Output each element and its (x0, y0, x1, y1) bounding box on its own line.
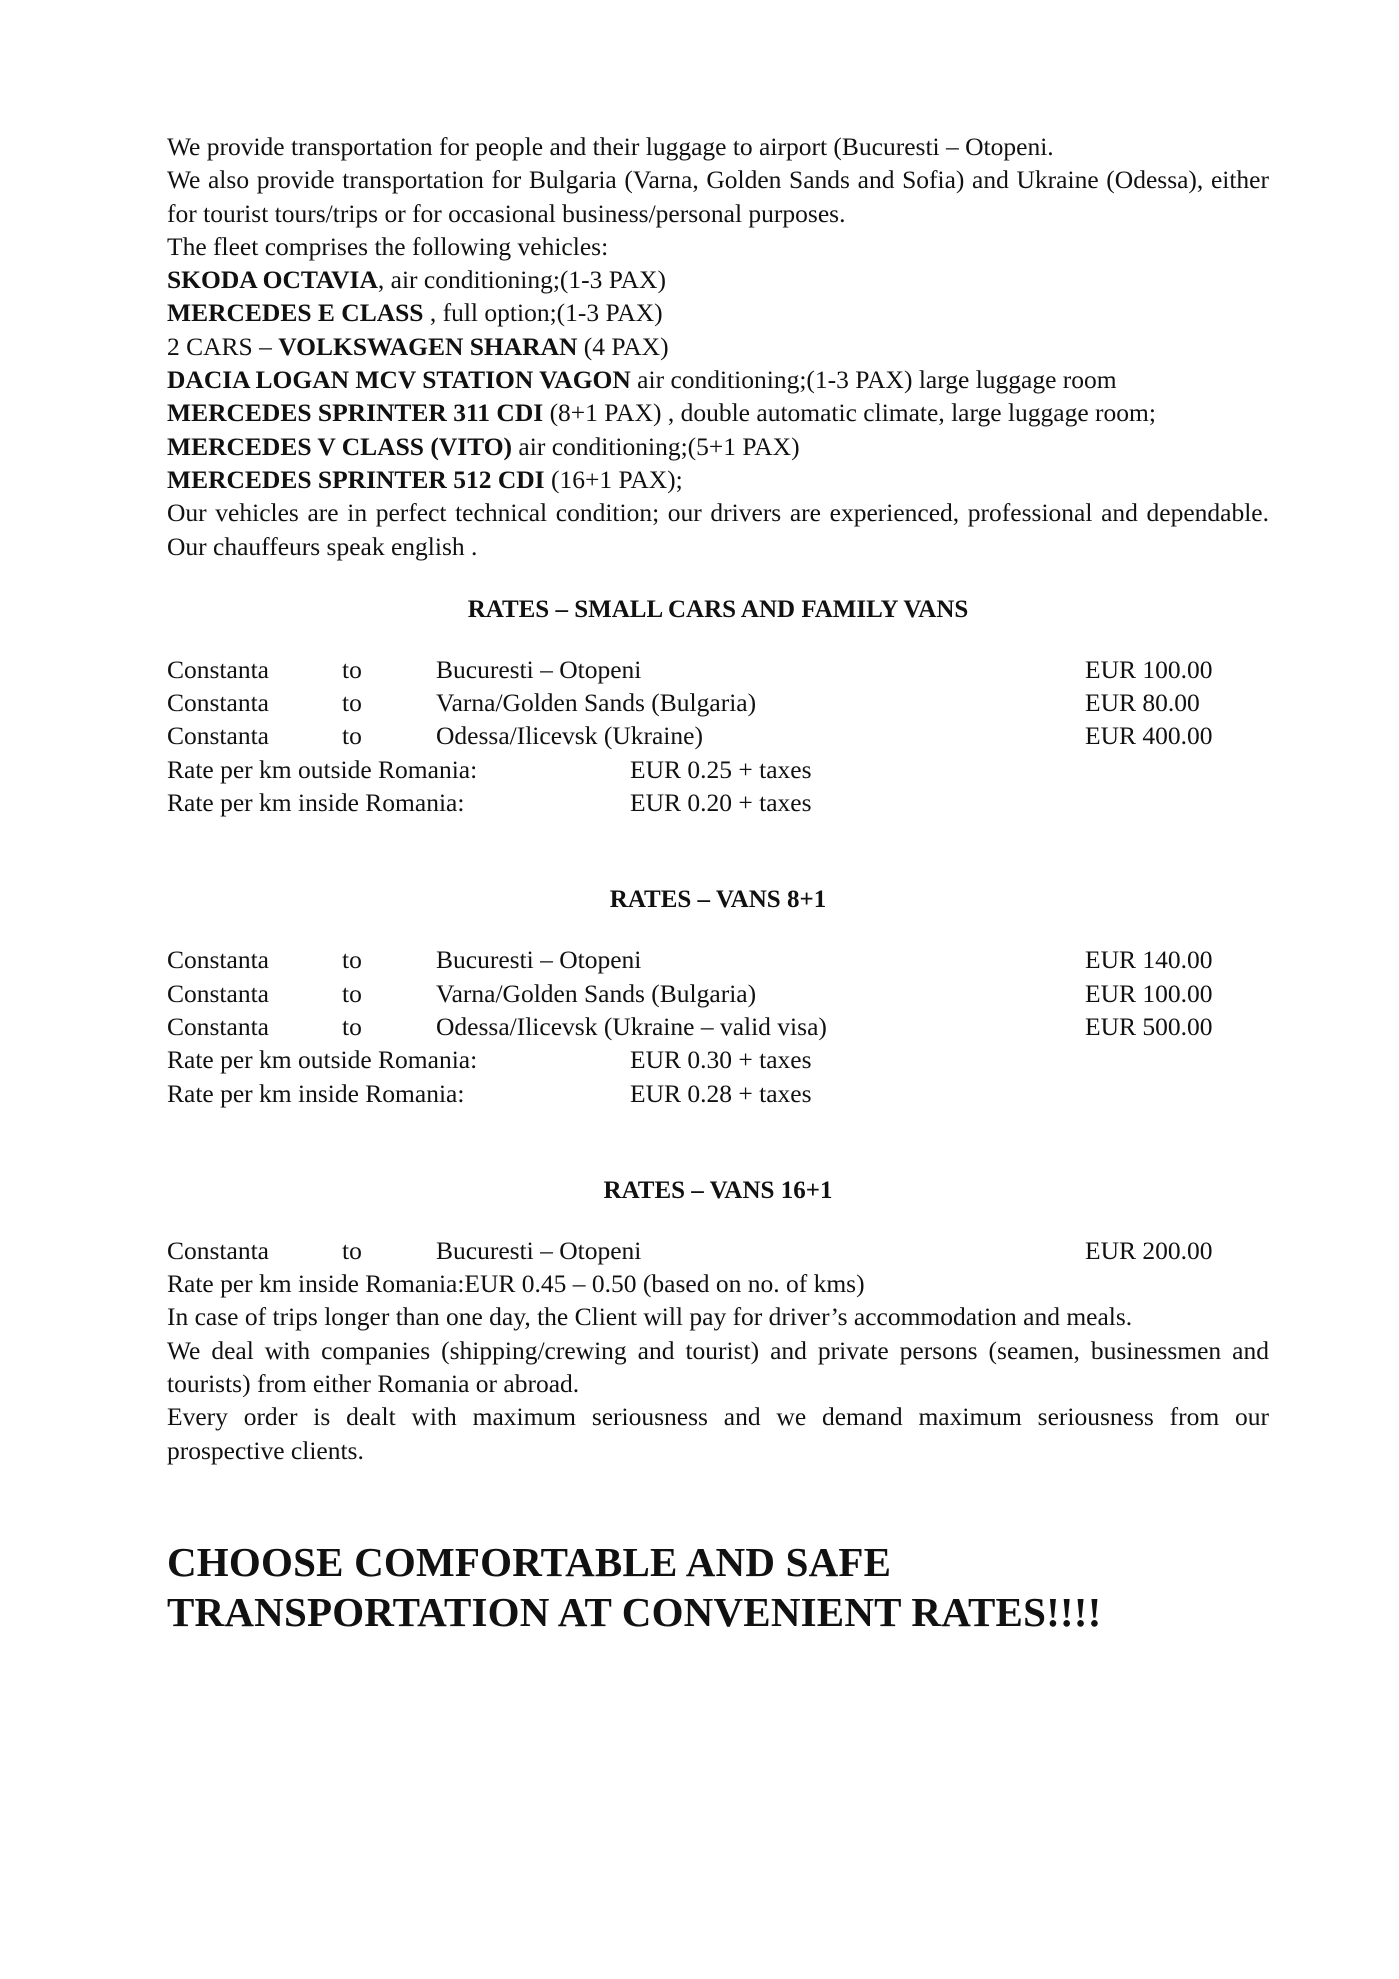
route-origin: Constanta (167, 654, 269, 684)
fleet-item-name: DACIA LOGAN MCV STATION VAGON (167, 365, 631, 395)
route-to: to (342, 654, 362, 684)
km-rate-row (167, 1077, 1269, 1110)
fleet-item (167, 430, 1269, 463)
route-destination: Bucuresti – Otopeni (436, 654, 642, 684)
fleet-item (167, 330, 1269, 363)
route-row (167, 719, 1269, 752)
route-destination: Bucuresti – Otopeni (436, 945, 642, 975)
fleet-item-name: MERCEDES V CLASS (VITO) (167, 431, 513, 461)
fleet-item-name: MERCEDES SPRINTER 512 CDI (167, 464, 545, 494)
fleet-item-name: VOLKSWAGEN SHARAN (278, 331, 578, 361)
vehicle-condition-text: Our vehicles are in perfect technical condition; our drivers are experienced, professional and dependable. Our chauffeurs speak english . (167, 498, 1269, 561)
route-to: to (342, 978, 362, 1008)
route-row (167, 686, 1269, 719)
fleet-item-details: air conditioning;(1-3 PAX) large luggage room (630, 365, 1117, 395)
route-to: to (342, 945, 362, 975)
fleet-item-name: SKODA OCTAVIA (167, 265, 378, 295)
slogan-line-2: TRANSPORTATION AT CONVENIENT RATES!!!! (167, 1588, 1102, 1635)
fleet-item (167, 463, 1269, 496)
route-price: EUR 140.00 (1085, 945, 1213, 975)
fleet-item-details: (4 PAX) (577, 331, 669, 361)
route-destination: Bucuresti – Otopeni (436, 1235, 642, 1265)
km-rate-row (167, 786, 1269, 819)
route-to: to (342, 721, 362, 751)
km-rate-inside-vans-16: Rate per km inside Romania:EUR 0.45 – 0.50 (based on no. of kms) (167, 1269, 865, 1299)
fleet-item (167, 296, 1269, 329)
route-row (167, 943, 1269, 976)
route-price: EUR 100.00 (1085, 978, 1213, 1008)
rates-table-small-cars (167, 653, 1269, 819)
route-origin: Constanta (167, 1011, 269, 1041)
fleet-item-details: air conditioning;(5+1 PAX) (512, 431, 800, 461)
fleet-item (167, 396, 1269, 429)
slogan-line-1: CHOOSE COMFORTABLE AND SAFE (167, 1538, 892, 1585)
route-destination: Varna/Golden Sands (Bulgaria) (436, 688, 757, 718)
route-origin: Constanta (167, 688, 269, 718)
clients-text: We deal with companies (shipping/crewing and tourist) and private persons (seamen, businessmen and tourists) from either Romania or abroad. (167, 1335, 1269, 1399)
route-row (167, 1010, 1269, 1043)
route-price: EUR 200.00 (1085, 1235, 1213, 1265)
km-rate-value: EUR 0.30 + taxes (630, 1045, 812, 1075)
km-rate-value: EUR 0.20 + taxes (630, 788, 812, 818)
route-row (167, 1234, 1269, 1267)
fleet-item (167, 263, 1269, 296)
km-rate-row (167, 1043, 1269, 1076)
km-rate-row (167, 753, 1269, 786)
route-origin: Constanta (167, 945, 269, 975)
route-destination: Varna/Golden Sands (Bulgaria) (436, 978, 757, 1008)
fleet-item-details: , full option;(1-3 PAX) (423, 298, 663, 328)
section-title-vans-8: RATES – VANS 8+1 (609, 886, 827, 914)
km-rate-value: EUR 0.25 + taxes (630, 754, 812, 784)
route-price: EUR 500.00 (1085, 1011, 1213, 1041)
fleet-item-prefix: 2 CARS – (167, 331, 279, 361)
route-price: EUR 100.00 (1085, 654, 1213, 684)
route-origin: Constanta (167, 978, 269, 1008)
fleet-item-name: MERCEDES E CLASS (167, 298, 424, 328)
fleet-intro-text: The fleet comprises the following vehicles: (167, 231, 609, 261)
route-to: to (342, 1235, 362, 1265)
route-to: to (342, 688, 362, 718)
intro-international-text: We also provide transportation for Bulgaria (Varna, Golden Sands and Sofia) and Ukraine (Odessa), either for tourist tours/trips or for occasional business/personal purposes. (167, 165, 1269, 228)
rates-table-vans-8 (167, 943, 1269, 1109)
fleet-item-details: (8+1 PAX) , double automatic climate, large luggage room; (543, 398, 1156, 428)
route-origin: Constanta (167, 1235, 269, 1265)
fleet-item (167, 363, 1269, 396)
route-price: EUR 400.00 (1085, 721, 1213, 751)
seriousness-text: Every order is dealt with maximum seriousness and we demand maximum seriousness from our prospective clients. (167, 1402, 1269, 1465)
route-row (167, 977, 1269, 1010)
route-price: EUR 80.00 (1085, 688, 1200, 718)
document-page (167, 130, 1269, 1637)
longer-trips-text: In case of trips longer than one day, the Client will pay for driver’s accommodation and meals. (167, 1302, 1133, 1332)
route-row (167, 653, 1269, 686)
fleet-item-details: (16+1 PAX); (544, 464, 683, 494)
rates-table-vans-16 (167, 1234, 1269, 1267)
route-destination: Odessa/Ilicevsk (Ukraine) (436, 721, 703, 751)
km-rate-label: Rate per km outside Romania: (167, 1045, 478, 1075)
fleet-item-name: MERCEDES SPRINTER 311 CDI (167, 398, 544, 428)
section-title-small-cars: RATES – SMALL CARS AND FAMILY VANS (467, 595, 969, 623)
route-to: to (342, 1011, 362, 1041)
section-title-vans-16: RATES – VANS 16+1 (603, 1176, 833, 1204)
fleet-list (167, 263, 1269, 496)
km-rate-value: EUR 0.28 + taxes (630, 1078, 812, 1108)
intro-airport-text: We provide transportation for people and their luggage to airport (Bucuresti – Otopeni. (167, 132, 1054, 161)
route-origin: Constanta (167, 721, 269, 751)
km-rate-label: Rate per km inside Romania: (167, 1078, 465, 1108)
route-destination: Odessa/Ilicevsk (Ukraine – valid visa) (436, 1011, 827, 1041)
fleet-item-details: , air conditioning;(1-3 PAX) (377, 265, 666, 295)
km-rate-label: Rate per km outside Romania: (167, 754, 478, 784)
km-rate-label: Rate per km inside Romania: (167, 788, 465, 818)
